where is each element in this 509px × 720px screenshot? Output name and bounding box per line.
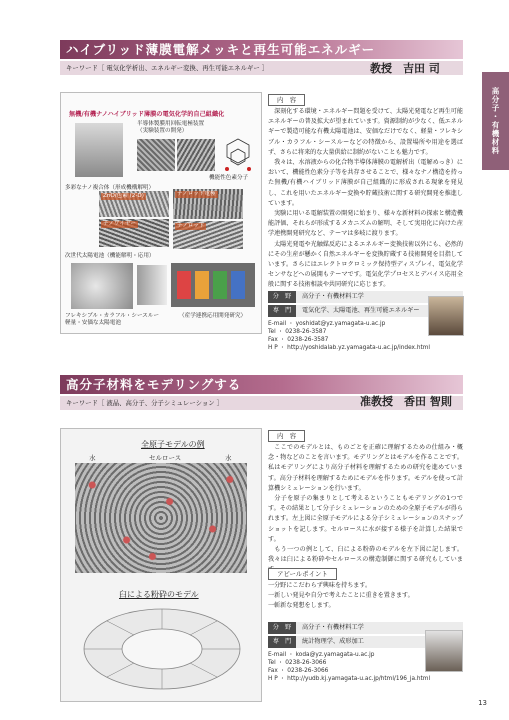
section1-content: 深刻化する環境・エネルギー問題を受けて、太陽光発電など再生可能エネルギーの普及拡大が望まれています。資源制約が少なく、低エネルギーで製造可能な有機太陽電池は、安価なだけでなく、軽量・フレキシブル・カラフル・シースルーなどの特徴から、設置場所や用途を選ばず、さらに将来的な大量供給に制約がないことも魅力です。 我々は、水溶液からの化合物半導体薄膜の電解析出（電解めっき）において、機能性色素分子等を共存させることで、様々なナノ構造を持った無機/有機ハイブリッド薄膜が自己組織的に形成される現象を発見し、これを用いたエネルギー変換や貯蔵技術に関する研究開発を推進しています。 実験に用いる電解装置の開発に始まり、様々な新材料の探索と構造機能評価、それらが形成するメカニズムの解明、そして実用化に向けた産学連携開発研究など、テーマは多岐に渡ります。 太陽光発電や光触媒反応によるエネルギー変換技術以外にも、必然的にその生産が懸かく自然エネルギーを変換貯蔵する技術開発を目指しています。さらにはエレクトロクロミック保持型ディスプレイ、電気化学センサなどへの展開もテーマです。電気化学プロセスとデバイス応用全般に関する技術相談や共同研究に応じます。 — [268, 108, 463, 289]
nano-panel-4: ナノロッド — [173, 221, 243, 249]
section2-senmon: 統計物理学、成形加工 — [302, 638, 364, 645]
section1-email[interactable]: E-mail ・ yoshidat@yz.yamagata-u.ac.jp — [268, 321, 386, 327]
section1-senmon: 電気化学、太陽電池、再生可能エネルギー — [302, 307, 420, 314]
section2-figure — [60, 428, 262, 702]
section2-content: ここでのモデルとは、ものごとを正確に理解するための仕組み・概念・物などのことを言います。モデリングとはモデルを作ることです。私はモデリングにより高分子材料を理解するための研究を進めています。高分子材料を理解するためにモデルを作ります。モデルを使って計算機シミュレーションを行います。 分子を原子の集まりとして考えるということもモデリングの1つです。その結果として分子シミュレーションのための全原子モデルが得られます。左上図に全原子モデルによる分子シミュレーションのスナップショットを記します。セルロースに水が接する様子を計算した結果です。 もう一つの例として、臼による粉砕のモデルを左下図に記します。我々は臼による粉砕やセルロースの構造制御に関する研究もしていま — [268, 444, 463, 564]
mill-model-diagram — [79, 603, 245, 695]
nano-panel-1: ZnO/色素 (2-D) — [99, 191, 169, 217]
section2-author-photo — [425, 630, 463, 672]
section2-title: 高分子材料をモデリングする — [60, 375, 463, 394]
section1-author-photo — [428, 296, 464, 336]
section1-fax: Fax ・ 0238-26-3587 — [268, 337, 329, 343]
page-number: 13 — [478, 699, 487, 707]
solar-cell-roll-photo — [71, 263, 133, 309]
section1-title: ハイブリッド薄膜電解メッキと再生可能エネルギー — [60, 40, 463, 59]
equipment-photo — [75, 123, 123, 177]
section2-senmon-tag: 専 門 — [268, 636, 296, 648]
label-variety: 多彩なナノ複合体（形成機構解明） — [65, 185, 155, 191]
label-solar: 次世代太陽電池（機能解明・応用） — [65, 253, 155, 259]
colorful-cells-photo — [171, 263, 255, 307]
section1-tel: Tel ・ 0238-26-3587 — [268, 329, 327, 335]
section1-senmon-tag: 専 門 — [268, 305, 296, 317]
section2-author: 准教授 香田 智則 — [360, 395, 452, 408]
section2-fax: Fax ・ 0238-26-3066 — [268, 668, 329, 674]
section2-email[interactable]: E-mail ・ koda@yz.yamagata-u.ac.jp — [268, 652, 375, 658]
section2-tel: Tel ・ 0238-26-3066 — [268, 660, 327, 666]
section1-author: 教授 吉田 司 — [370, 62, 440, 75]
dye-molecule-diagram — [219, 135, 257, 175]
label-cellulose: セルロース — [149, 454, 182, 462]
section2-keywords: キーワード［ 液晶、高分子、分子シミュレーション ］ — [60, 396, 463, 410]
figure2-title: 全原子モデルの例 — [141, 440, 205, 449]
section1-bunya: 高分子・有機材料工学 — [302, 293, 364, 300]
label-dev: （産学連携応用開発研究） — [179, 313, 247, 319]
solar-cell-photo-2 — [137, 265, 167, 305]
all-atom-simulation-snapshot — [75, 463, 247, 573]
label-flexible: フレキシブル・カラフル・シースルー 軽量・安価な太陽電池 — [65, 313, 160, 326]
section2-bunya-tag: 分 野 — [268, 622, 296, 634]
label-water-right: 水 — [225, 454, 232, 462]
section2-bunya: 高分子・有機材料工学 — [302, 624, 364, 631]
section1-content-label: 内 容 — [268, 94, 305, 106]
section1-bunya-tag: 分 野 — [268, 291, 296, 303]
section2-hp[interactable]: H P ・ http://yudb.kj.yamagata-u.ac.jp/html/196_ja.html — [268, 676, 431, 682]
section2-content-label: 内 容 — [268, 430, 305, 442]
sem-image-1 — [137, 139, 175, 171]
section1-hp[interactable]: H P ・ http://yoshidalab.yz.yamagata-u.ac.jp/index.html — [268, 345, 431, 351]
label-dye: 機能性色素分子 — [209, 175, 249, 181]
label-equipment: 半導体製膜用回転電極装置 （実験装置の開発） — [137, 121, 205, 134]
nano-panel-2: ナノロッド電極 — [173, 189, 243, 219]
nano-panel-3: ナノワイヤー — [99, 219, 169, 247]
label-water-left: 水 — [89, 454, 96, 462]
figure1-title: 無機/有機ナノハイブリッド薄膜の電気化学的自己組織化 — [69, 111, 225, 118]
section2-appeal-label: アピールポイント — [268, 568, 337, 580]
figure2-title2: 臼による粉砕のモデル — [119, 590, 199, 599]
side-category-tab: 高分子・有機材料 — [482, 72, 509, 170]
section1-keywords: キーワード［ 電気化学析出、エネルギー変換、再生可能エネルギー ］ — [60, 61, 463, 75]
section1-figure — [60, 92, 262, 334]
sem-image-2 — [177, 139, 215, 171]
section2-appeal: 一分野にこだわらず興味を持ちます。 一新しい発見や自分で考えたことに重きを置きます。 一斬新な発想をします。 — [268, 582, 414, 610]
